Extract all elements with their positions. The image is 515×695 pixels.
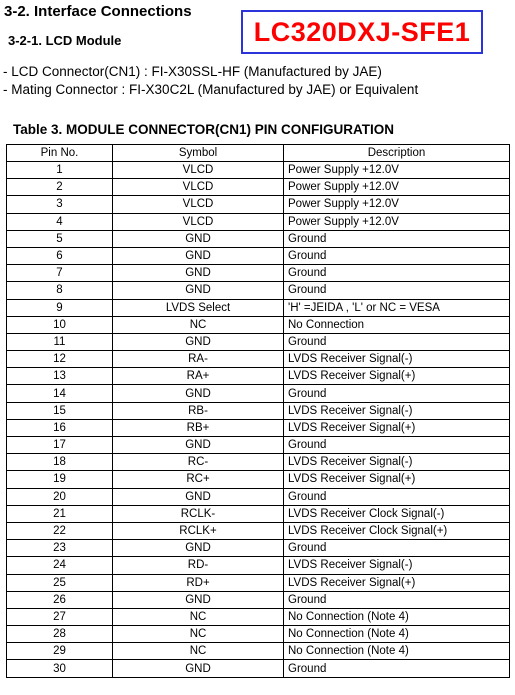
description-cell: Ground: [284, 282, 510, 299]
symbol-cell: RCLK-: [113, 505, 284, 522]
table-row: [7, 299, 510, 316]
symbol-cell: GND: [113, 247, 284, 264]
symbol-cell: GND: [113, 660, 284, 677]
symbol-cell: RD+: [113, 574, 284, 591]
symbol-cell: NC: [113, 626, 284, 643]
description-cell: LVDS Receiver Signal(+): [284, 471, 510, 488]
description-cell: Power Supply +12.0V: [284, 213, 510, 230]
table-body: [7, 162, 510, 678]
description-cell: Ground: [284, 247, 510, 264]
symbol-cell: VLCD: [113, 196, 284, 213]
description-cell: LVDS Receiver Signal(+): [284, 419, 510, 436]
symbol-cell: RC+: [113, 471, 284, 488]
pin-number-cell: 2: [7, 179, 113, 196]
pin-number-cell: 8: [7, 282, 113, 299]
table-row: [7, 437, 510, 454]
description-cell: LVDS Receiver Signal(-): [284, 351, 510, 368]
table-row: [7, 626, 510, 643]
description-cell: LVDS Receiver Signal(+): [284, 368, 510, 385]
description-cell: Ground: [284, 660, 510, 677]
table-row: [7, 574, 510, 591]
column-header-pin: Pin No.: [7, 145, 113, 162]
pin-number-cell: 11: [7, 333, 113, 350]
pin-number-cell: 24: [7, 557, 113, 574]
description-cell: No Connection (Note 4): [284, 626, 510, 643]
description-cell: LVDS Receiver Clock Signal(-): [284, 505, 510, 522]
column-header-symbol: Symbol: [113, 145, 284, 162]
pin-number-cell: 1: [7, 162, 113, 179]
pin-number-cell: 18: [7, 454, 113, 471]
description-cell: LVDS Receiver Signal(-): [284, 402, 510, 419]
symbol-cell: RA+: [113, 368, 284, 385]
symbol-cell: RA-: [113, 351, 284, 368]
pin-number-cell: 6: [7, 247, 113, 264]
pin-number-cell: 12: [7, 351, 113, 368]
pin-number-cell: 3: [7, 196, 113, 213]
pin-number-cell: 22: [7, 522, 113, 539]
pin-number-cell: 20: [7, 488, 113, 505]
description-cell: Ground: [284, 265, 510, 282]
table-row: [7, 213, 510, 230]
symbol-cell: GND: [113, 488, 284, 505]
pin-number-cell: 19: [7, 471, 113, 488]
pin-number-cell: 7: [7, 265, 113, 282]
pin-number-cell: 23: [7, 540, 113, 557]
symbol-cell: RB+: [113, 419, 284, 436]
description-cell: Power Supply +12.0V: [284, 162, 510, 179]
symbol-cell: GND: [113, 282, 284, 299]
table-row: [7, 247, 510, 264]
pin-configuration-table: [6, 144, 510, 678]
table-row: [7, 333, 510, 350]
table-row: [7, 385, 510, 402]
table-row: [7, 522, 510, 539]
description-cell: Ground: [284, 540, 510, 557]
table-row: [7, 540, 510, 557]
description-cell: Power Supply +12.0V: [284, 179, 510, 196]
table-row: [7, 316, 510, 333]
table-row: [7, 230, 510, 247]
description-cell: Power Supply +12.0V: [284, 196, 510, 213]
description-cell: LVDS Receiver Clock Signal(+): [284, 522, 510, 539]
description-cell: Ground: [284, 333, 510, 350]
symbol-cell: VLCD: [113, 213, 284, 230]
table-row: [7, 179, 510, 196]
description-cell: LVDS Receiver Signal(-): [284, 557, 510, 574]
symbol-cell: GND: [113, 540, 284, 557]
table-row: [7, 265, 510, 282]
pin-number-cell: 15: [7, 402, 113, 419]
table-row: [7, 591, 510, 608]
description-cell: Ground: [284, 230, 510, 247]
connector-line-lcd: - LCD Connector(CN1) : FI-X30SSL-HF (Manufactured by JAE): [3, 64, 382, 79]
table-row: [7, 608, 510, 625]
symbol-cell: GND: [113, 230, 284, 247]
table-row: [7, 643, 510, 660]
symbol-cell: RB-: [113, 402, 284, 419]
table-row: [7, 660, 510, 677]
symbol-cell: GND: [113, 437, 284, 454]
table-row: [7, 454, 510, 471]
description-cell: Ground: [284, 488, 510, 505]
section-heading: 3-2. Interface Connections: [4, 3, 192, 20]
table-row: [7, 402, 510, 419]
symbol-cell: NC: [113, 608, 284, 625]
symbol-cell: LVDS Select: [113, 299, 284, 316]
symbol-cell: GND: [113, 385, 284, 402]
pin-number-cell: 14: [7, 385, 113, 402]
pin-number-cell: 17: [7, 437, 113, 454]
description-cell: No Connection (Note 4): [284, 643, 510, 660]
pin-number-cell: 4: [7, 213, 113, 230]
symbol-cell: RCLK+: [113, 522, 284, 539]
table-header-row: [7, 145, 510, 162]
description-cell: 'H' =JEIDA , 'L' or NC = VESA: [284, 299, 510, 316]
pin-number-cell: 5: [7, 230, 113, 247]
pin-number-cell: 26: [7, 591, 113, 608]
pin-number-cell: 10: [7, 316, 113, 333]
pin-number-cell: 9: [7, 299, 113, 316]
symbol-cell: VLCD: [113, 162, 284, 179]
symbol-cell: GND: [113, 591, 284, 608]
pin-number-cell: 30: [7, 660, 113, 677]
column-header-description: Description: [284, 145, 510, 162]
pin-number-cell: 27: [7, 608, 113, 625]
symbol-cell: GND: [113, 333, 284, 350]
table-row: [7, 282, 510, 299]
model-badge: LC320DXJ-SFE1: [241, 10, 483, 54]
description-cell: Ground: [284, 591, 510, 608]
table-row: [7, 162, 510, 179]
pin-number-cell: 13: [7, 368, 113, 385]
description-cell: LVDS Receiver Signal(-): [284, 454, 510, 471]
symbol-cell: NC: [113, 643, 284, 660]
pin-number-cell: 29: [7, 643, 113, 660]
symbol-cell: RC-: [113, 454, 284, 471]
table-row: [7, 196, 510, 213]
description-cell: Ground: [284, 437, 510, 454]
pin-number-cell: 16: [7, 419, 113, 436]
symbol-cell: GND: [113, 265, 284, 282]
pin-number-cell: 28: [7, 626, 113, 643]
table-row: [7, 471, 510, 488]
symbol-cell: RD-: [113, 557, 284, 574]
table-row: [7, 505, 510, 522]
table-row: [7, 368, 510, 385]
pin-number-cell: 25: [7, 574, 113, 591]
table-row: [7, 351, 510, 368]
table-row: [7, 419, 510, 436]
description-cell: No Connection: [284, 316, 510, 333]
description-cell: No Connection (Note 4): [284, 608, 510, 625]
subsection-heading: 3-2-1. LCD Module: [8, 33, 122, 48]
symbol-cell: NC: [113, 316, 284, 333]
symbol-cell: VLCD: [113, 179, 284, 196]
description-cell: LVDS Receiver Signal(+): [284, 574, 510, 591]
table-row: [7, 557, 510, 574]
connector-line-mating: - Mating Connector : FI-X30C2L (Manufactured by JAE) or Equivalent: [3, 82, 419, 97]
table-title: Table 3. MODULE CONNECTOR(CN1) PIN CONFIGURATION: [13, 122, 395, 137]
description-cell: Ground: [284, 385, 510, 402]
pin-number-cell: 21: [7, 505, 113, 522]
table-row: [7, 488, 510, 505]
